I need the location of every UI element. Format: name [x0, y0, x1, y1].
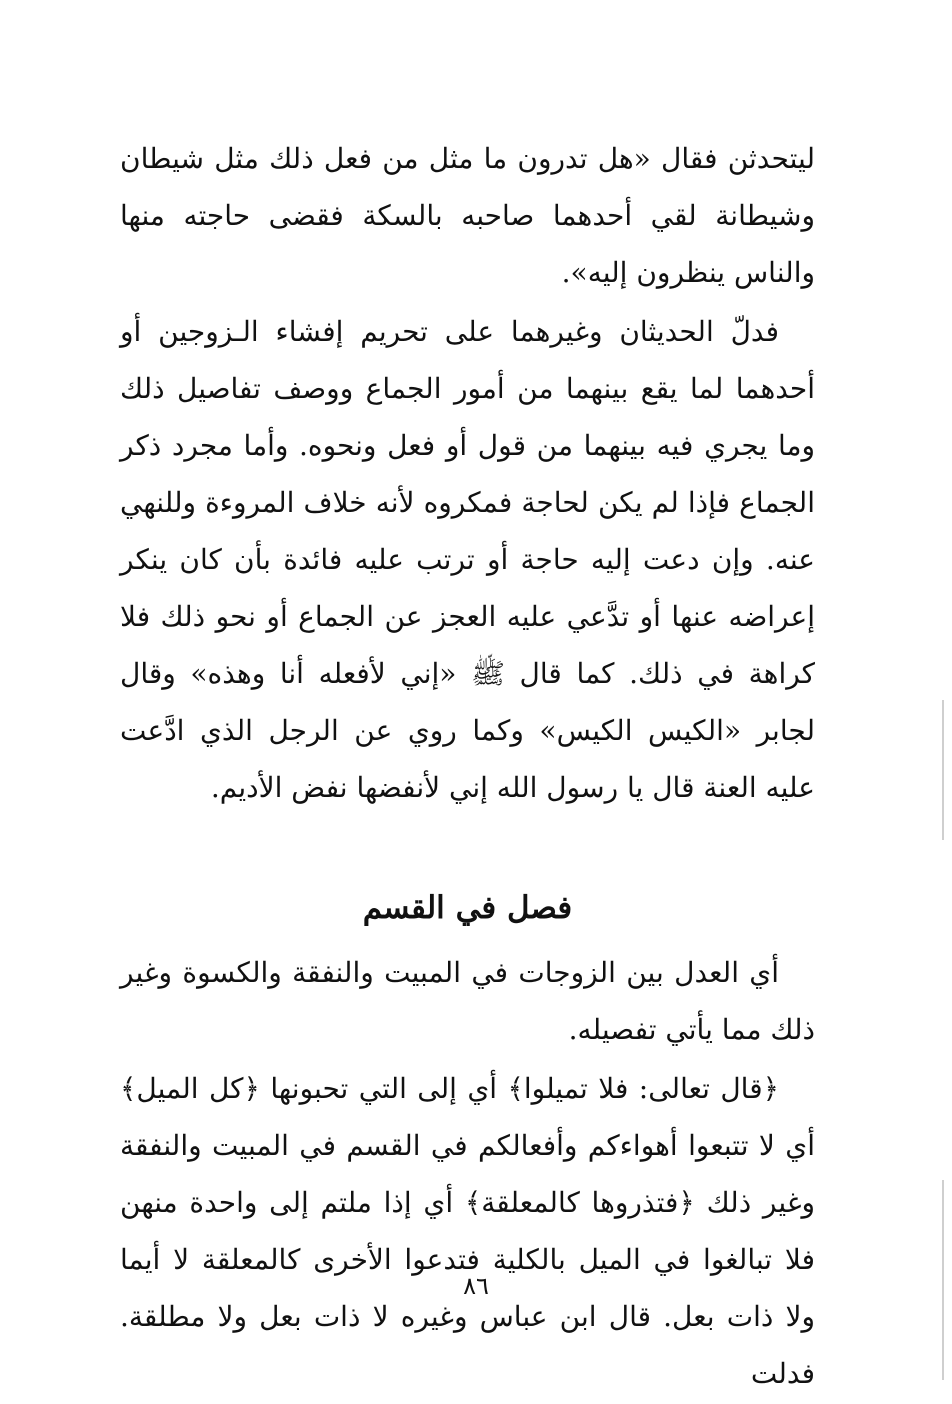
paragraph-definition: أي العدل بين الزوجات في المبيت والنفقة والكسوة وغير ذلك مما يأتي تفصيله.: [120, 956, 815, 1046]
scan-edge-mark-lower: [942, 1180, 944, 1380]
paragraph-quran-verse: ﴿قال تعالى: فلا تميلوا﴾ أي إلى التي تحبونها ﴿كل الميل﴾ أي لا تتبعوا أهواءكم وأفعالكم في القسم في المبيت والنفقة وغير ذلك ﴿فتذروها كالمعلقة﴾ أي إذا ملتم إلى واحدة منهن فلا تبالغوا في الميل بالكلية فتدعوا الأخرى كالمعلقة لا أيما ولا ذات بعل. قال ابن عباس وغيره لا ذات بعل ولا مطلقة. فدلت: [120, 1072, 815, 1390]
paragraph-hadith-continuation: ليتحدثن فقال «هل تدرون ما مثل من فعل ذلك مثل شيطان وشيطانة لقي أحدهما صاحبه بالسكة فقضى حاجته منها والناس ينظرون إليه».: [120, 142, 815, 289]
scan-edge-mark: [942, 700, 944, 840]
page-number: ٨٦: [463, 1272, 489, 1300]
section-heading: فصل في القسم: [362, 890, 573, 926]
paragraph-ruling: فدلّ الحديثان وغيرهما على تحريم إفشاء الـزوجين أو أحدهما لما يقع بينهما من أمور الجماع ووصف تفاصيل ذلك وما يجري فيه بينهما من قول أو فعل ونحوه. وأما مجرد ذكر الجماع فإذا لم يكن لحاجة فمكروه لأنه خلاف المروءة وللنهي عنه. وإن دعت إليه حاجة أو ترتب عليه فائدة بأن كان ينكر إعراضه عنها أو تدَّعي عليه العجز عن الجماع أو نحو ذلك فلا كراهة في ذلك. كما قال ﷺ «إني لأفعله أنا وهذه» وقال لجابر «الكيس الكيس» وكما روي عن الرجل الذي ادَّعت عليه العنة قال يا رسول الله إني لأنفضها نفض الأديم.: [120, 315, 815, 804]
page-body: [120, 130, 815, 1404]
